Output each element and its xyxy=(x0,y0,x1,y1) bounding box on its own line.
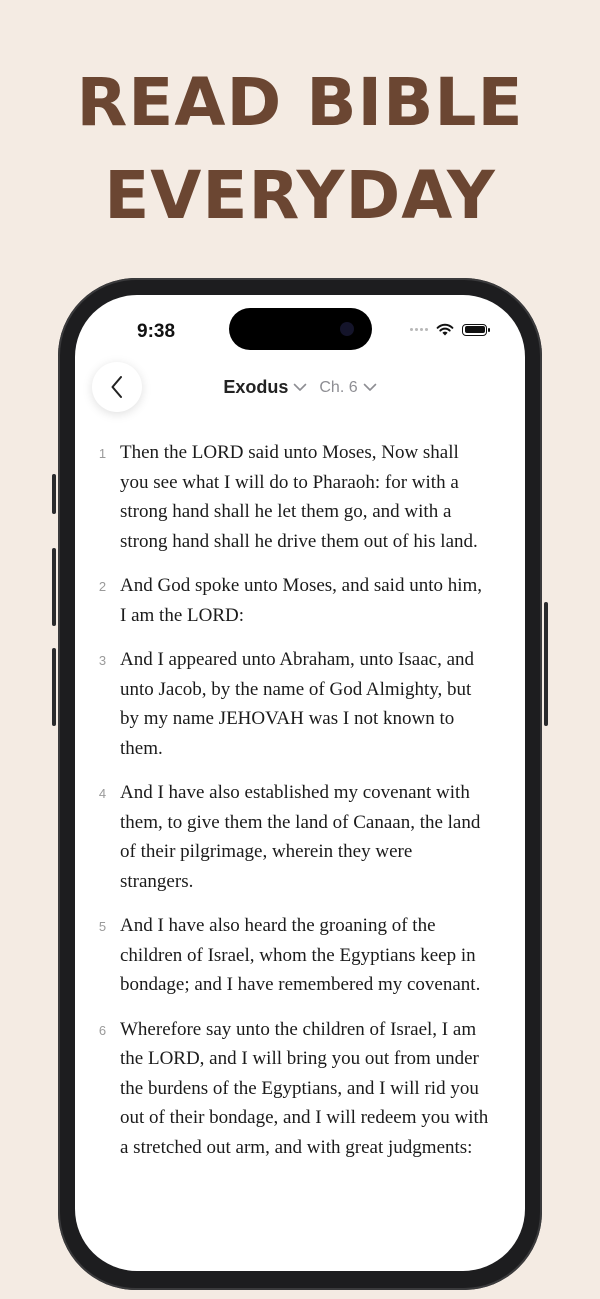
verse-text: Then the LORD said unto Moses, Now shall you see what I will do to Pharaoh: for with a strong hand shall he let them go, and with a strong hand shall he drive them out of his land. xyxy=(120,442,478,552)
camera-icon xyxy=(340,322,354,336)
chapter-selector[interactable] xyxy=(313,379,376,397)
verse-item[interactable] xyxy=(75,438,525,556)
verse-text: And I have also established my covenant with them, to give them the land of Canaan, the land of their pilgrimage, wherein they were strangers. xyxy=(120,782,481,892)
verse-text: Wherefore say unto the children of Israel, I am the LORD, and I will bring you out from under the burdens of the Egyptians, and I will rid you out of their bondage, and I will redeem you with a stretched out arm, and with great judgments: xyxy=(120,1018,489,1158)
verse-item[interactable] xyxy=(75,645,525,763)
verse-number: 6 xyxy=(98,1022,107,1038)
book-name: Exodus xyxy=(223,377,289,397)
verse-item[interactable] xyxy=(75,911,525,1000)
verse-item[interactable] xyxy=(75,778,525,896)
volume-down-button xyxy=(52,648,56,726)
power-button xyxy=(544,602,548,726)
verse-text: And God spoke unto Moses, and said unto him, I am the LORD: xyxy=(120,575,483,626)
verse-number: 4 xyxy=(98,786,107,801)
chevron-down-icon xyxy=(363,383,377,392)
verse-text: And I appeared unto Abraham, unto Isaac, and unto Jacob, by the name of God Almighty, but by my name JEHOVAH was I not known to them. xyxy=(120,649,475,759)
wifi-icon xyxy=(436,323,454,336)
verse-list xyxy=(75,438,525,1177)
phone-screen xyxy=(75,295,525,1271)
verse-text: And I have also heard the groaning of the children of Israel, whom the Egyptians keep in bondage; and I have remembered my covenant. xyxy=(120,915,481,995)
verse-number: 5 xyxy=(98,919,107,934)
signal-icon xyxy=(410,328,428,331)
dynamic-island xyxy=(229,308,372,350)
verse-number: 3 xyxy=(98,653,107,668)
battery-icon xyxy=(462,324,487,336)
verse-item[interactable] xyxy=(75,571,525,630)
action-button xyxy=(52,474,56,514)
chapter-navigation xyxy=(75,377,525,398)
verse-number: 1 xyxy=(98,446,107,461)
status-icons xyxy=(410,323,487,336)
headline-line-2: EVERYDAY xyxy=(104,157,496,234)
status-time: 9:38 xyxy=(137,321,176,342)
volume-up-button xyxy=(52,548,56,626)
verse-number: 2 xyxy=(98,579,107,594)
chevron-down-icon xyxy=(293,383,307,392)
book-selector[interactable] xyxy=(223,377,307,398)
headline-line-1: READ BIBLE xyxy=(76,64,524,141)
chapter-name: Ch. 6 xyxy=(319,378,358,396)
verse-item[interactable] xyxy=(75,1015,525,1163)
